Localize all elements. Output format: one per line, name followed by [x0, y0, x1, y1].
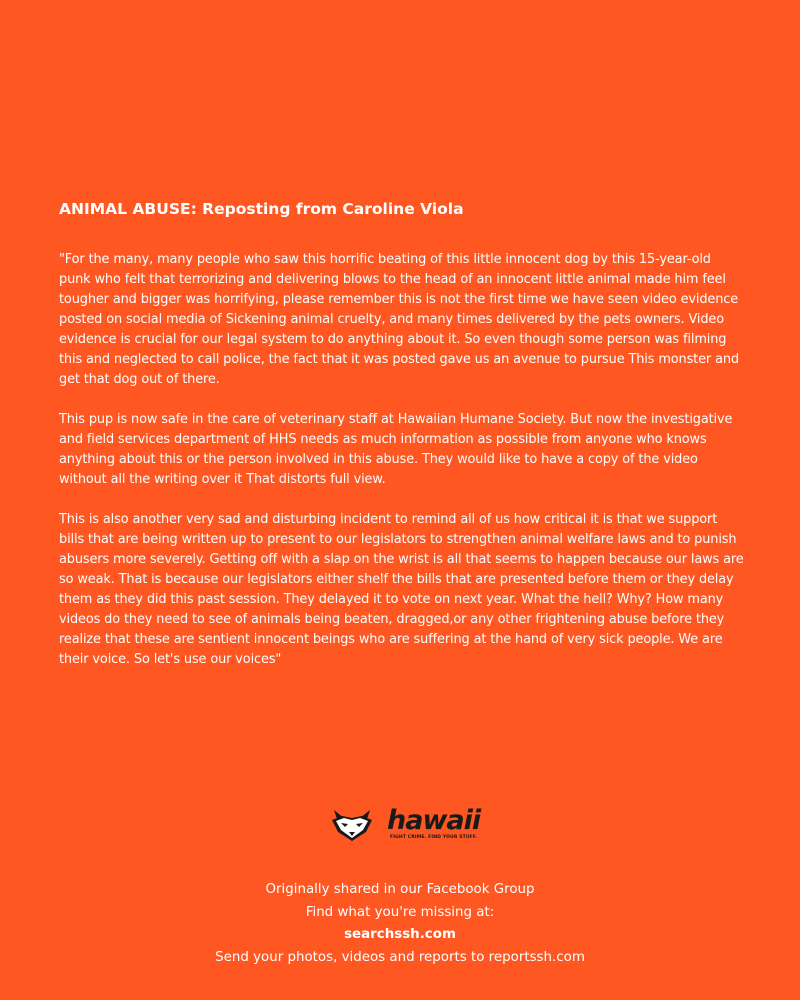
footer [0, 879, 800, 969]
logo-wordmark: hawaii [387, 805, 481, 836]
footer-search-link[interactable]: searchssh.com [344, 927, 456, 943]
footer-facebook-note: Originally shared in our Facebook Group [265, 882, 535, 897]
article-paragraph-1: "For the many, many people who saw this horrific beating of this little innocent dog by this 15-year-old punk who felt that terrorizing and delivering blows to the head of an innocent little animal made him feel tougher and bigger was horrifying, please remember this is not the first time we have seen video evidence posted on social media of Sickening animal cruelty, and many times delivered by the pets owners. Video evidence is crucial for our legal system to do anything about it. So even though some person was filming this and neglected to call police, the fact that it was posted gave us an avenue to pursue This monster and get that dog out of there. [59, 252, 739, 387]
mongoose-head-icon [330, 808, 374, 842]
article-paragraph-3: This is also another very sad and disturbing incident to remind all of us how critical it is that we support bills that are being written up to present to our legislators to strengthen animal welfare laws and to punish abusers more severely. Getting off with a slap on the wrist is all that seems to happen because our laws are so weak. That is because our legislators either shelf the bills that are presented before them or they delay them as they did this past session. They delayed it to vote on next year. What the hell? Why? How many videos do they need to see of animals being beaten, dragged,or any other frightening abuse before they realize that these are sentient innocent beings who are suffering at the hand of very sick people. We are their voice. So let's use our voices" [59, 512, 744, 667]
footer-find-prompt: Find what you're missing at: [305, 904, 495, 920]
article-paragraph-2: This pup is now safe in the care of veterinary staff at Hawaiian Humane Society. But now the investigative and field services department of HHS needs as much information as possible from anyone who knows anything about this or the person involved in this abuse. They would like to have a copy of the video without all the writing over it That distorts full view. [59, 412, 733, 487]
footer-report-note: Send your photos, videos and reports to reportssh.com [215, 949, 585, 965]
logo-tagline: FIGHT CRIME. FIND YOUR STUFF. [390, 835, 478, 840]
brand-logo [330, 805, 481, 842]
article-title: ANIMAL ABUSE: Reposting from Caroline Viola [59, 200, 464, 218]
article [59, 200, 744, 690]
